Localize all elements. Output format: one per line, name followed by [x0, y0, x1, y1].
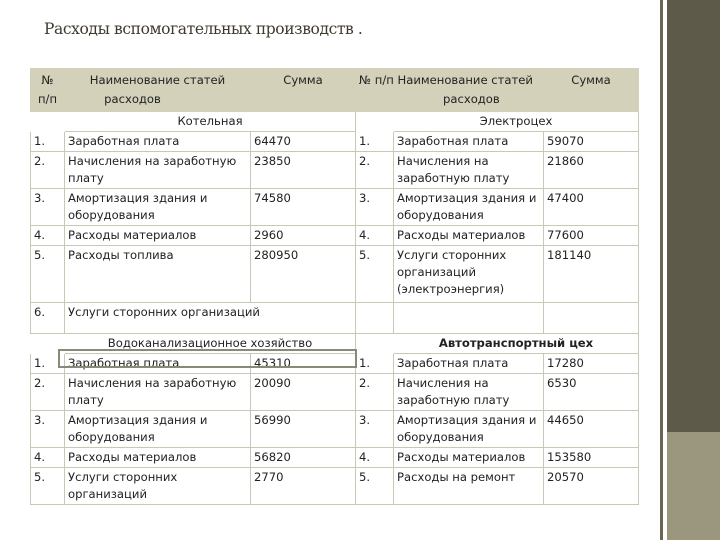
row6-name: Услуги сторонних организаций — [65, 303, 356, 334]
table-row: 3. Амортизация здания и оборудования 74580 3. Амортизация здания и оборудования 47400 — [31, 189, 639, 226]
decorative-side-line — [660, 0, 663, 540]
section-vodokanal: Водоканализационное хозяйство — [65, 334, 356, 354]
table-header — [31, 69, 639, 112]
block2-rows — [31, 354, 639, 505]
header-sum-cell: Сумма — [251, 69, 356, 112]
section-kotelnaya: Котельная — [65, 112, 356, 132]
table-row: 1. Заработная плата 64470 1. Заработная плата 59070 — [31, 132, 639, 152]
table-row: 6. Услуги сторонних организаций — [31, 303, 639, 334]
table-row: 1. Заработная плата 45310 1. Заработная плата 17280 — [31, 354, 639, 374]
section-highlight-frame — [58, 349, 357, 368]
table-row: 2. Начисления на заработную плату 20090 2. Начисления на заработную плату 6530 — [31, 374, 639, 411]
header-no-cell: № п/п — [31, 69, 65, 112]
header-right-sum-cell: Сумма — [544, 69, 639, 112]
table-row: 5. Услуги сторонних организаций 2770 5. Расходы на ремонт 20570 — [31, 468, 639, 505]
section-electro: Электроцех — [394, 112, 639, 132]
block1-rows — [31, 132, 639, 334]
page-title: Расходы вспомогательных производств . — [44, 20, 363, 38]
header-name-cell: Наименование статей расходов — [65, 69, 251, 112]
header-right-name-cell: № п/п Наименование статей расходов — [356, 69, 544, 112]
expenses-table — [30, 68, 639, 505]
table-row: 4. Расходы материалов 2960 4. Расходы материалов 77600 — [31, 226, 639, 246]
section-auto: Автотранспортный цех — [394, 334, 639, 354]
table-row: 3. Амортизация здания и оборудования 56990 3. Амортизация здания и оборудования 44650 — [31, 411, 639, 448]
table-row: 4. Расходы материалов 56820 4. Расходы материалов 153580 — [31, 448, 639, 468]
table-row: 5. Расходы топлива 280950 5. Услуги сторонних организаций (электроэнергия) 181140 — [31, 246, 639, 303]
section-header-row — [31, 112, 639, 132]
decorative-side-block — [667, 432, 720, 540]
table-row: 2. Начисления на заработную плату 23850 2. Начисления на заработную плату 21860 — [31, 152, 639, 189]
